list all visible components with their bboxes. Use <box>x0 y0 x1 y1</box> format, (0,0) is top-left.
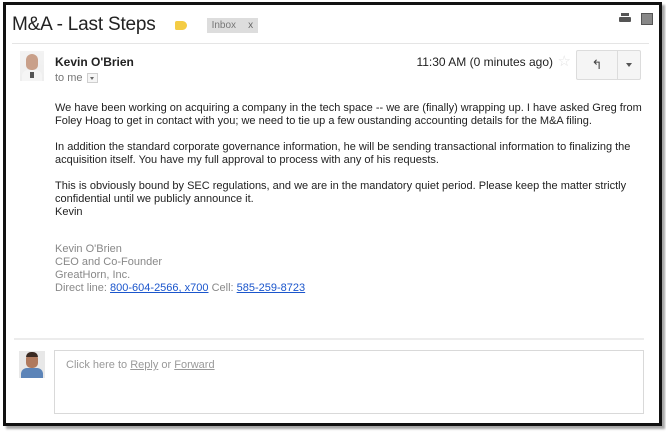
inbox-label[interactable] <box>207 18 258 33</box>
chevron-down-icon <box>626 63 632 67</box>
body-paragraph: This is obviously bound by SEC regulations, and we are in the mandatory quiet period. Please keep the matter strictly confidential until we publicly announce it. <box>55 180 627 205</box>
recipient-line <box>55 72 98 84</box>
top-actions <box>619 13 653 25</box>
forward-link[interactable]: Forward <box>174 359 215 371</box>
cell-link[interactable]: 585-259-8723 <box>236 282 306 294</box>
signature-title: CEO and Co-Founder <box>55 256 162 268</box>
signature-phones <box>55 282 305 295</box>
reply-button[interactable] <box>577 51 618 79</box>
sender-avatar[interactable] <box>20 51 44 81</box>
body-paragraph: In addition the standard corporate governance information, he will be sending transactional information to finalizing the acquisition itself. You have my full approval to process with any of his requests. <box>55 141 631 166</box>
divider <box>14 338 644 340</box>
star-icon[interactable]: ☆ <box>557 53 571 70</box>
reply-box[interactable] <box>54 350 644 414</box>
body-paragraph: We have been working on acquiring a company in the tech space -- we are (finally) wrapping up. I have asked Greg from Foley Hoag to get in contact with you; we need to tie up a few oustanding accounting details for the M&A filing. <box>55 102 642 127</box>
label-tag-icon[interactable] <box>175 21 187 30</box>
recipient-label: to me <box>55 72 83 84</box>
more-options-button[interactable] <box>618 51 640 79</box>
reply-prompt-prefix: Click here to <box>66 359 128 371</box>
cell-label: Cell: <box>211 282 234 294</box>
sender-name[interactable]: Kevin O'Brien <box>55 55 134 69</box>
inbox-label-text: Inbox <box>211 19 237 31</box>
email-window <box>3 2 662 426</box>
subject-row <box>12 11 649 39</box>
show-details-chevron-icon[interactable] <box>87 73 98 83</box>
print-icon[interactable] <box>619 13 631 24</box>
reply-link[interactable]: Reply <box>130 359 159 371</box>
user-avatar <box>19 351 45 378</box>
reply-icon: ↰ <box>591 57 603 72</box>
reply-prompt <box>66 359 215 371</box>
email-subject: M&A - Last Steps <box>12 14 156 35</box>
signature-company: GreatHorn, Inc. <box>55 269 131 281</box>
message-header <box>14 50 649 90</box>
timestamp: 11:30 AM (0 minutes ago) <box>416 55 553 69</box>
message-body <box>55 102 645 219</box>
reply-button-group <box>576 50 641 80</box>
divider <box>12 43 649 44</box>
body-closing: Kevin <box>55 206 83 218</box>
direct-line-label: Direct line: <box>55 282 107 294</box>
reply-prompt-middle: or <box>161 359 172 371</box>
signature <box>55 243 305 295</box>
new-window-icon[interactable] <box>641 13 653 25</box>
direct-line-link[interactable]: 800-604-2566, x700 <box>110 282 209 294</box>
remove-label-button[interactable]: x <box>248 19 254 31</box>
signature-name: Kevin O'Brien <box>55 243 122 255</box>
